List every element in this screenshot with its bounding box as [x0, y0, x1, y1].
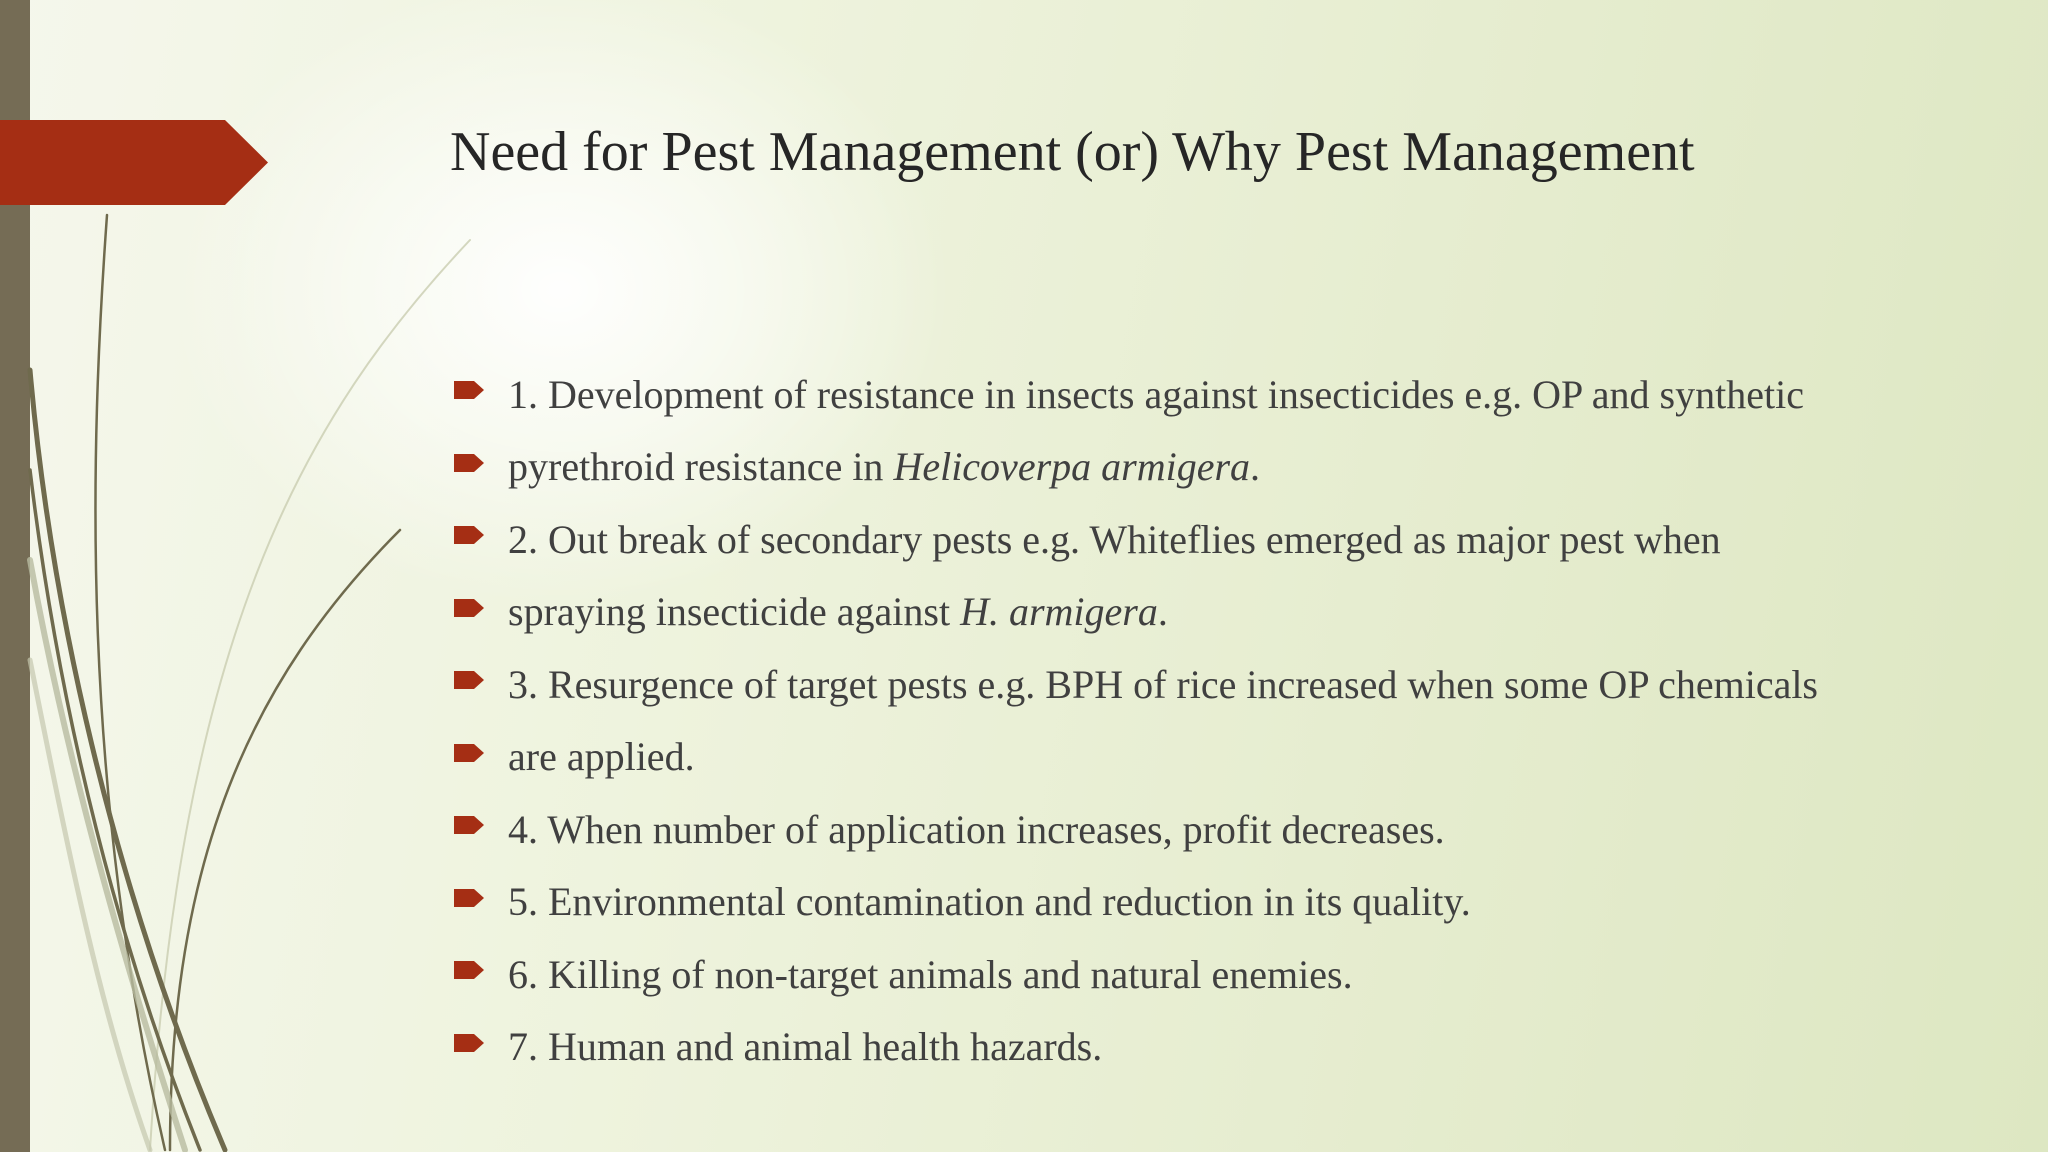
bullet-text-main: pyrethroid resistance in	[508, 444, 894, 490]
bullet-text-species: H. armigera	[960, 589, 1158, 635]
bullet-item	[452, 721, 2012, 794]
arrow-bullet-icon	[452, 596, 486, 620]
bullet-text-species: Helicoverpa armigera	[893, 444, 1251, 490]
bullet-item	[452, 938, 2012, 1011]
bullet-item	[452, 576, 2012, 649]
bullet-text	[508, 878, 1471, 925]
arrow-bullet-icon	[452, 451, 486, 475]
bullet-text	[508, 806, 1445, 853]
bullet-text-main: 6. Killing of non-target animals and natural enemies.	[508, 951, 1353, 997]
arrow-bullet-icon	[452, 886, 486, 910]
arrow-bullet-icon	[452, 813, 486, 837]
bullet-item	[452, 866, 2012, 939]
bullet-item	[452, 648, 2012, 721]
bullet-item	[452, 431, 2012, 504]
bullet-text-main: are applied.	[508, 734, 695, 780]
bullet-text-main: 4. When number of application increases, profit decreases.	[508, 806, 1445, 852]
bullet-text-main: 1. Development of resistance in insects against insecticides e.g. OP and synthetic	[508, 371, 1804, 417]
bullet-text-main: 5. Environmental contamination and reduction in its quality.	[508, 879, 1471, 925]
bullet-text-main: spraying insecticide against	[508, 589, 961, 635]
bullet-item	[452, 503, 2012, 576]
bullet-text	[508, 443, 1260, 490]
bullet-list	[452, 358, 2012, 1083]
slide-title: Need for Pest Management (or) Why Pest Management	[450, 121, 1695, 183]
bullet-item	[452, 1011, 2012, 1084]
bullet-text-main: 2. Out break of secondary pests e.g. Whiteflies emerged as major pest when	[508, 516, 1721, 562]
bullet-text-suffix: .	[1157, 589, 1168, 635]
bullet-text	[508, 733, 695, 780]
bullet-text-suffix: .	[1250, 444, 1261, 490]
arrow-bullet-icon	[452, 378, 486, 402]
arrow-bullet-icon	[452, 1031, 486, 1055]
bullet-item	[452, 793, 2012, 866]
bullet-text	[508, 1023, 1102, 1070]
arrow-bullet-icon	[452, 523, 486, 547]
bullet-text	[508, 951, 1353, 998]
bullet-text	[508, 588, 1168, 635]
bullet-text	[508, 371, 1804, 418]
bullet-text-main: 3. Resurgence of target pests e.g. BPH of rice increased when some OP chemicals	[508, 661, 1818, 707]
bullet-text	[508, 661, 1818, 708]
arrow-bullet-icon	[452, 958, 486, 982]
bullet-text-main: 7. Human and animal health hazards.	[508, 1024, 1103, 1070]
bullet-text	[508, 516, 1721, 563]
arrow-bullet-icon	[452, 741, 486, 765]
bullet-item	[452, 358, 2012, 431]
title-accent-arrow	[0, 120, 270, 205]
arrow-bullet-icon	[452, 668, 486, 692]
